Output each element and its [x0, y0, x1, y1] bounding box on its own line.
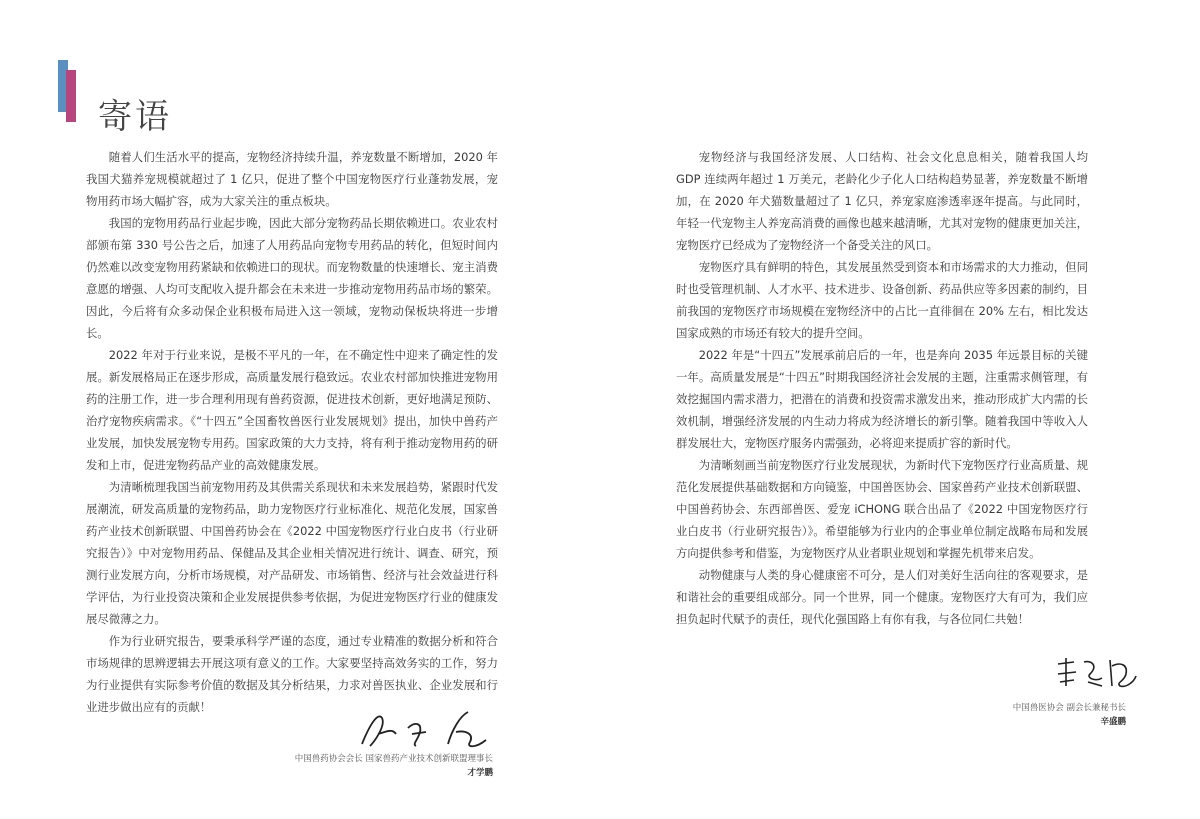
- paragraph: 2022 年是“十四五”发展承前启后的一年，也是奔向 2035 年远景目标的关键一年。高质量发展是“十四五”时期我国经济社会发展的主题，注重需求侧管理，有效挖掘国内需求潜力，把潜在的消费和投资需求激发出来，推动形成扩大内需的长效机制，增强经济发展的内生动力将成为经济增长的新引擎。随着我国中等收入人群发展壮大，宠物医疗服务内需强劲，必将迎来提质扩容的新时代。: [676, 348, 1088, 450]
- paragraph: 作为行业研究报告，要秉承科学严谨的态度，通过专业精准的数据分析和符合市场规律的思辨逻辑去开展这项有意义的工作。大家要坚持高效务实的工作，努力为行业提供有实际参考价值的数据及其分析结果，力求对兽医执业、企业发展和行业进步做出应有的贡献！: [86, 634, 498, 714]
- right-column: [676, 146, 1088, 630]
- paragraph: 为清晰梳理我国当前宠物用药及其供需关系现状和未来发展趋势，紧跟时代发展潮流，研发高质量的宠物药品，助力宠物医疗行业标准化、规范化发展，国家兽药产业技术创新联盟、中国兽药协会在《2022 中国宠物医疗行业白皮书（行业研究报告）》中对宠物用药品、保健品及其企业相关情况进行统计、调查、研究，预测行业发展方向，分析市场规模，对产品研发、市场销售、经济与社会效益进行科学评估，为行业投资决策和企业发展提供参考依据，为促进宠物医疗行业的健康发展尽微薄之力。: [86, 480, 498, 626]
- paragraph: 动物健康与人类的身心健康密不可分，是人们对美好生活向往的客观要求，是和谐社会的重要组成部分。同一个世界，同一个健康。宠物医疗大有可为，我们应担负起时代赋予的责任，现代化强国路上有你有我，与各位同仁共勉！: [676, 568, 1088, 626]
- credit-name: 辛盛鹏: [1100, 717, 1126, 727]
- signature-left: [356, 704, 496, 752]
- credit-name: 才学鹏: [467, 768, 493, 778]
- paragraph: 随着人们生活水平的提高，宠物经济持续升温，养宠数量不断增加，2020 年我国犬猫养宠规模就超过了 1 亿只，促进了整个中国宠物医疗行业蓬勃发展，宠物用药市场大幅扩容，成为大家关注的重点板块。: [86, 150, 498, 208]
- paragraph: 宠物经济与我国经济发展、人口结构、社会文化息息相关，随着我国人均 GDP 连续两年超过 1 万美元，老龄化少子化人口结构趋势显著，养宠数量不断增加，在 2020 年犬猫数量超过了 1 亿只，养宠家庭渗透率逐年提高。与此同时，年轻一代宠物主人养宠高消费的画像也越来越清晰，尤其对宠物的健康更加关注，宠物医疗已经成为了宠物经济一个备受关注的风口。: [676, 150, 1088, 252]
- left-column: [86, 146, 498, 718]
- title-accent-bar-magenta: [66, 70, 76, 122]
- credit-left: [295, 752, 493, 780]
- paragraph: 我国的宠物用药品行业起步晚，因此大部分宠物药品长期依赖进口。农业农村部颁布第 330 号公告之后，加速了人用药品向宠物专用药品的转化，但短时间内仍然难以改变宠物用药紧缺和依赖进口的现状。而宠物数量的快速增长、宠主消费意愿的增强、人均可支配收入提升都会在未来进一步推动宠物用药品市场的繁荣。因此，今后将有众多动保企业积极布局进入这一领域，宠物动保板块将进一步增长。: [86, 216, 498, 340]
- credit-org: 中国兽药协会会长 国家兽药产业技术创新联盟理事长: [294, 754, 493, 764]
- signature-right: [1050, 652, 1140, 692]
- paragraph: 2022 年对于行业来说，是极不平凡的一年，在不确定性中迎来了确定性的发展。新发展格局正在逐步形成，高质量发展行稳致远。农业农村部加快推进宠物用药的注册工作，进一步合理利用现有兽药资源，促进技术创新，更好地满足预防、治疗宠物疾病需求。《“十四五”全国畜牧兽医行业发展规划》提出，加快中兽药产业发展，加快发展宠物专用药。国家政策的大力支持，将有利于推动宠物用药的研发和上市，促进宠物药品产业的高效健康发展。: [86, 348, 498, 472]
- credit-right: [1013, 701, 1126, 729]
- page-title: 寄语: [98, 96, 172, 137]
- paragraph: 宠物医疗具有鲜明的特色，其发展虽然受到资本和市场需求的大力推动，但同时也受管理机制、人才水平、技术进步、设备创新、药品供应等多因素的制约，目前我国的宠物医疗市场规模在宠物经济中的占比一直徘徊在 20% 左右，相比发达国家成熟的市场还有较大的提升空间。: [676, 260, 1088, 340]
- paragraph: 为清晰刻画当前宠物医疗行业发展现状，为新时代下宠物医疗行业高质量、规范化发展提供基础数据和方向镜鉴，中国兽医协会、国家兽药产业技术创新联盟、中国兽药协会、东西部兽医、爱宠 iCHONG 联合出品了《2022 中国宠物医疗行业白皮书（行业研究报告）》。希望能够为行业内的企事业单位制定战略布局和发展方向提供参考和借鉴，为宠物医疗从业者职业规划和掌握先机带来启发。: [676, 458, 1088, 560]
- credit-org: 中国兽医协会 副会长兼秘书长: [1012, 703, 1126, 713]
